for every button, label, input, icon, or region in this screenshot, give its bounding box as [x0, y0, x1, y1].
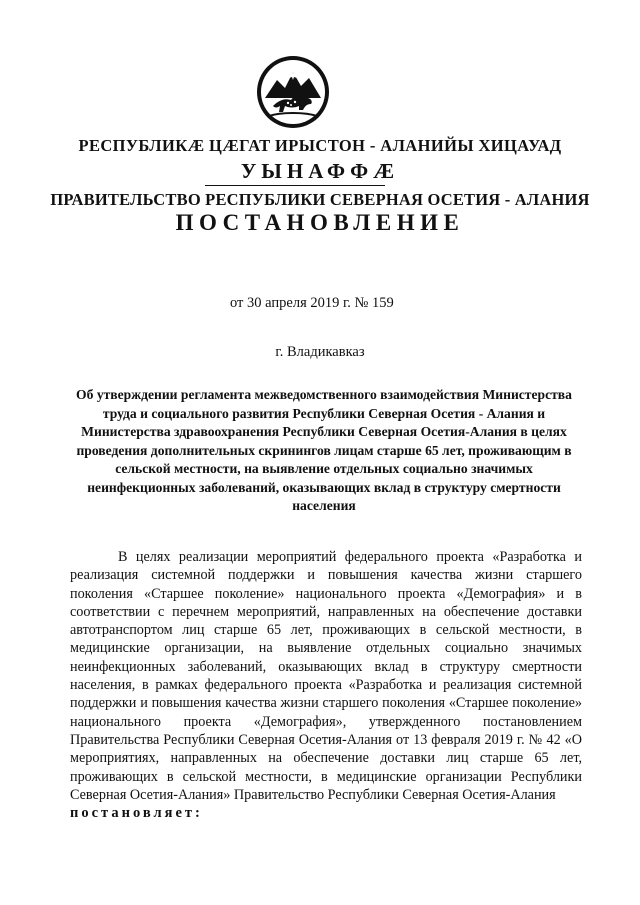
document-title: Об утверждении регламента межведомственного взаимодействия Министерства труда и социального развития Республики Северная Осетия - Алания и Министерства здравоохранения Республики Северная Осетия-Алания в целях проведения дополнительных скринингов лицам старше 65 лет, проживающим в сельской местности, на выявление отдельных социально значимых неинфекционных заболеваний, оказывающих вклад в структуру смертности населения — [76, 387, 572, 513]
russian-government-heading: ПРАВИТЕЛЬСТВО РЕСПУБЛИКИ СЕВЕРНАЯ ОСЕТИЯ - АЛАНИЯ — [50, 190, 590, 209]
document-city: г. Владикавказ — [275, 344, 365, 360]
document-body-paragraph: В целях реализации мероприятий федерального проекта «Разработка и реализация системной поддержки и повышения качества жизни старшего поколения «Старшее поколение» национального проекта «Демография» и в соответствии с перечнем мероприятий, направленных на обеспечение доставки автотранспортом лиц старше 65 лет, проживающих в сельской местности, в медицинские организации, на выявление отдельных социально значимых неинфекционных заболеваний, оказывающих вклад в структуру смертности населения, в рамках федерального проекта «Разработка и реализация системной поддержки и повышения качества жизни старшего поколения «Старшее поколение» национального проекта «Демография», утвержденного постановлением Правительства Республики Северная Осетия-Алания от 13 февраля 2019 г. № 42 «О мероприятиях, направленных на обеспечение доставки лиц старше 65 лет, проживающих в сельской местности, в медицинские организации Республики Северная Осетия-Алания» Правительство Республики Северная Осетия-Алания — [70, 549, 582, 803]
ossetian-government-heading: РЕСПУБЛИКӔ ЦӔГАТ ИРЫСТОН - АЛАНИЙЫ ХИЦАУАД — [78, 136, 562, 155]
resolves-word: постановляет: — [70, 805, 203, 821]
russian-resolution-heading: ПОСТАНОВЛЕНИЕ — [175, 210, 465, 235]
heading-underline — [205, 185, 385, 186]
coat-of-arms-emblem-icon — [255, 54, 331, 130]
ossetian-resolution-heading: УЫНАФФӔ — [240, 159, 400, 183]
document-date-number: от 30 апреля 2019 г. № 159 — [230, 295, 394, 311]
